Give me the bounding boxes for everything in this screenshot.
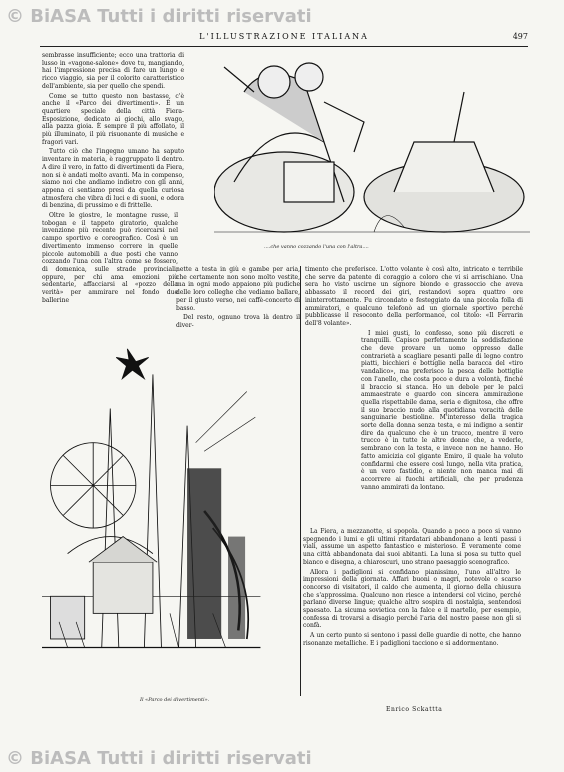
column-1	[42, 52, 184, 307]
column-separator	[300, 266, 301, 696]
paragraph: Oltre le giostre, le montagne russe, il tobogan e il tappeto giratorio, qualche invenzione più recente può ricercarsi nel campo sportivo e coreografico. Così è un divertimento immenso correre in quelle piccole automobili a due posti che vanno cozzando l'una con l'altra come se fossero, di domenica, sulle strade provinciali; oppure, per chi ama emozioni più sedentarie, affacciarsi al «pozzo della verità» per ammirare nel fondo due ballerine	[42, 212, 178, 304]
watermark-top: © BiASA Tutti i diritti riservati	[6, 6, 312, 27]
watermark-bottom: © BiASA Tutti i diritti riservati	[6, 748, 312, 769]
header-rule	[40, 46, 528, 47]
page-header	[40, 32, 528, 44]
bumper-car-illustration	[214, 52, 530, 240]
page-number: 497	[512, 32, 528, 41]
caption-bottom: Il «Parco dei divertimenti».	[140, 697, 210, 703]
paragraph: La Fiera, a mezzanotte, si spopola. Quando a poco a poco si vanno spegnendo i lumi e gli ultimi ritardatari abbandonano a lenti passi i viali, assume un aspetto fantastico e misterioso. È veramente come una città abbandonata dai suoi abitanti. La luna si posa su tutto quel bianco e disegna, a chiaroscuri, uno strano paesaggio scenografico.	[303, 528, 521, 566]
paragraph: nette a testa in giù e gambe per aria, che certamente non sono molto vestite, ma in ogni modo appaiono più pudiche delle loro colleghe che vediamo ballare, per il giusto verso, nei caffè-concerto di basso.	[176, 266, 300, 312]
column-3-continued	[303, 528, 521, 650]
magazine-title: L'ILLUSTRAZIONE ITALIANA	[199, 32, 369, 41]
column-3	[305, 266, 523, 493]
amusement-park-illustration	[42, 318, 298, 692]
caption-top: ....che vanno cozzando l'una con l'altra....	[264, 244, 369, 250]
paragraph: Del resto, ognuno trova là dentro il diver-	[176, 314, 300, 329]
paragraph: Come se tutto questo non bastasse, c'è anche il «Parco dei divertimenti». È un quartiere speciale della città Fiera-Esposizione, dedicato ai giochi, allo svago, alla pazza gioia. È sempre il più affollato, il più illuminato, il più risuonante di musiche e fragori vari.	[42, 92, 184, 146]
paragraph: I miei gusti, lo confesso, sono più discreti e tranquilli. Capisco perfettamente la soddisfazione che deve provare un uomo oppresso dalle contrarietà a scagliare pesanti palle di legno contro piatti, bicchieri e bottiglie nella baracca del «tiro vandalico», ma preferisco la pesca delle bottiglie con l'anello, che costa poco e dura a volontà, finché il braccio si stanca. Ho un debole per le palci ammaestrate e guardo con sincera ammirazione quella rispettabile dama, seria e dignitosa, che offre il suo braccio nudo alla quotidiana voracità delle sanguinarie bestioline. M'interesso della tragica sorte della donna senza testa, e mi indigno a sentir dire da qualcuno che è un trucco, mentre il vero trucco è in tutte le altre donne che, a vederle, sembrano con la testa, e invece non ne hanno. Ho fatto amicizia col gigante Emiro, il quale ha voluto confidarmi che essere così lungo, nella vita pratica, è un vero fastidio, e niente non manca mai di accorrere ai fuochi artificiali, che per prudenza vanno ammirati da lontano.	[361, 329, 523, 491]
paragraph: A un certo punto si sentono i passi delle guardie di notte, che hanno risonanze metalliche. E i padiglioni tacciono e si addormentano.	[303, 632, 521, 647]
paragraph: sembrasse insufficiente; ecco una trattoria di lusso in «vagone-salone» dove tu, mangiando, hai l'impressione precisa di fare un lungo e ricco viaggio, sia per il colorito caratteristico dell'ambiente, sia per quello che spendi.	[42, 52, 184, 90]
paragraph: Tutto ciò che l'ingegno umano ha saputo inventare in materia, è raggruppato lì dentro. A dire il vero, in fatto di divertimenti da Fiera, non si è andati molto avanti. Ma in compenso, siamo noi che andiamo indietro con gli anni, appena ci sentiamo presi da quella curiosa atmosfera che vibra di luci e di suoni, e odora di benzina, di prussimo e di frittelle.	[42, 148, 184, 210]
paragraph: Allora i padiglioni si confidano pianissimo, l'uno all'altro le impressioni della giornata. Affari buoni o magri, notevole o scarso concorso di visitatori, il caldo che aumenta, il giorno della chiusura che s'approssima. Qualcuno non riesce a intendersi col vicino, perché parlano diverse lingue; qualche altro sospira di nostalgia, sentendosi spaesato. La sicuma sovietica con la falce e il martello, per esempio, confessa di trovarsi a disagio perché l'aria del nostro paese non gli si confà.	[303, 568, 521, 630]
author-signature: Enrico Sckattta	[386, 706, 443, 713]
paragraph: timento che preferisce. L'otto volante è così alto, intricato e terribile che serve da patente di coraggio a coloro che vi si arrischiano. Una sera ho visto uscirne un signore biondo e grassoccio che aveva abbassato il record dei giri, restandovi sopra quattro ore ininterrottamente. Fu circondato e festeggiato da una piccola folla di ammiratori, e qualcuno telefonò ad un giornale sportivo perché pubblicasse il resoconto della performance, col titolo: «Il Ferrarin dell'8 volante».	[305, 266, 523, 327]
